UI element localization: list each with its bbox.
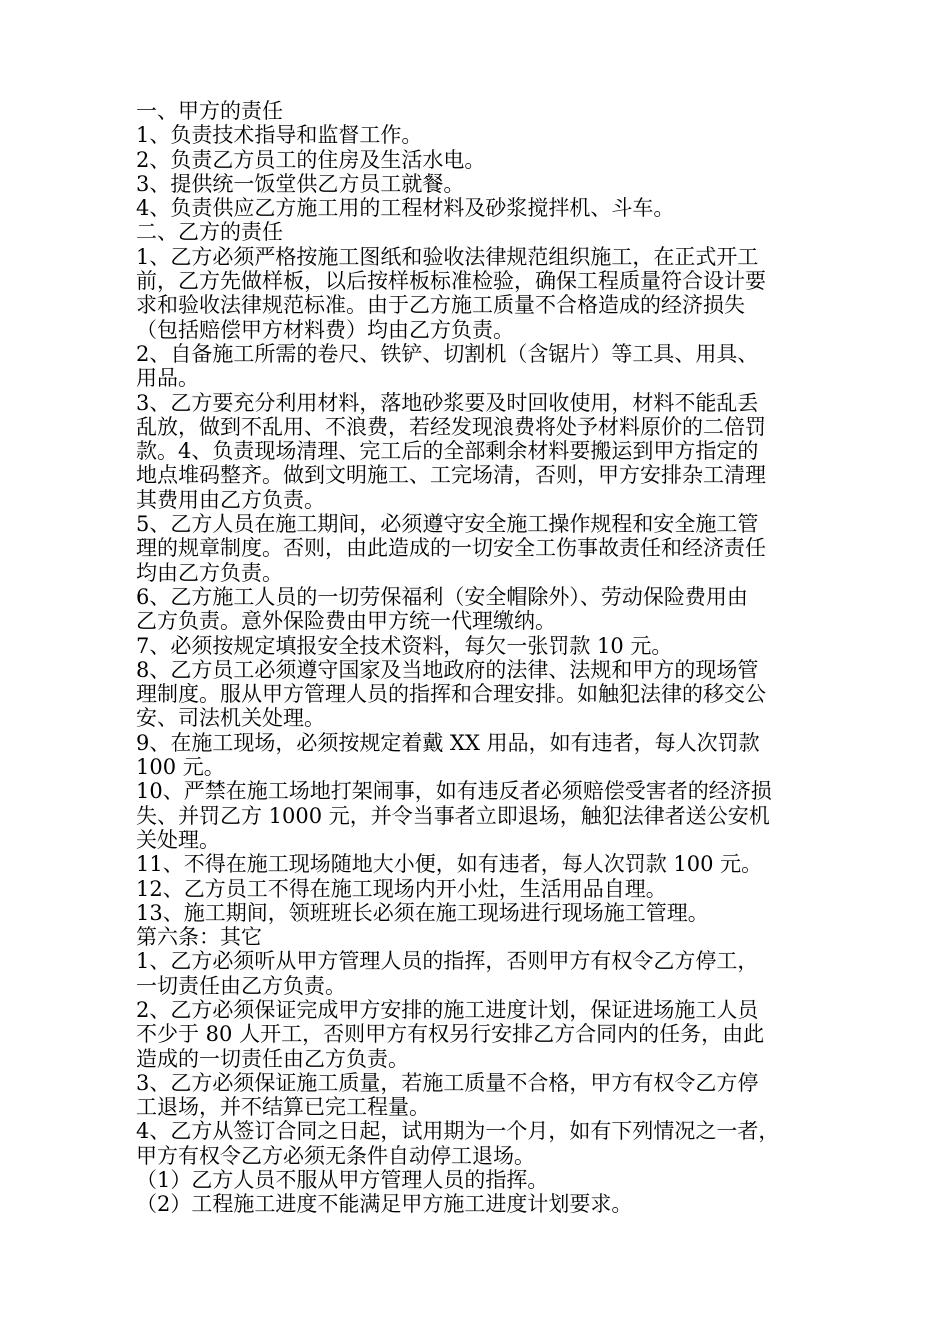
text-line: 9、在施工现场，必须按规定着戴 XX 用品，如有违者，每人次罚款: [136, 730, 760, 755]
text-line: 4、乙方从签订合同之日起，试用期为一个月，如有下列情况之一者，: [136, 1119, 780, 1144]
text-line: （1）乙方人员不服从甲方管理人员的指挥。: [136, 1168, 549, 1193]
text-line: 乱放，做到不乱用、不浪费，若经发现浪费将处予材料原价的二倍罚: [136, 414, 766, 439]
section-heading-party-a: 一、甲方的责任: [136, 99, 283, 123]
text-line: 3、乙方要充分利用材料，落地砂浆要及时回收使用，材料不能乱丢: [136, 390, 759, 415]
text-line: 5、乙方人员在施工期间，必须遵守安全施工操作规程和安全施工管: [136, 512, 759, 537]
text-line: 甲方有权令乙方必须无条件自动停工退场。: [136, 1143, 535, 1168]
text-line: 其费用由乙方负责。: [136, 487, 325, 512]
text-line: 乙方负责。意外保险费由甲方统一代理缴纳。: [136, 609, 556, 634]
text-line: 1、乙方必须严格按施工图纸和验收法律规范组织施工，在正式开工: [136, 244, 759, 269]
text-line: 13、施工期间，领班班长必须在施工现场进行现场施工管理。: [136, 900, 709, 925]
text-line: （2）工程施工进度不能满足甲方施工进度计划要求。: [136, 1192, 633, 1217]
text-line: 用品。: [136, 366, 199, 391]
text-line: 2、乙方必须保证完成甲方安排的施工进度计划，保证进场施工人员: [136, 997, 759, 1022]
text-line: 100 元。: [136, 755, 225, 780]
text-line: 工退场，并不结算已完工程量。: [136, 1095, 430, 1120]
text-line: 安、司法机关处理。: [136, 706, 325, 731]
text-line: （包括赔偿甲方材料费）均由乙方负责。: [136, 317, 514, 342]
text-line: 1、负责技术指导和监督工作。: [136, 123, 423, 148]
text-line: 求和验收法律规范标准。由于乙方施工质量不合格造成的经济损失: [136, 293, 745, 318]
text-line: 理的规章制度。否则，由此造成的一切安全工伤事故责任和经济责任: [136, 536, 766, 561]
text-line: 4、负责供应乙方施工用的工程材料及砂浆搅拌机、斗车。: [136, 196, 675, 221]
text-line: 关处理。: [136, 827, 220, 852]
text-line: 3、乙方必须保证施工质量，若施工质量不合格，甲方有权令乙方停: [136, 1070, 759, 1095]
text-line: 一切责任由乙方负责。: [136, 973, 346, 998]
text-line: 2、自备施工所需的卷尺、铁铲、切割机（含锯片）等工具、用具、: [136, 341, 759, 366]
text-line: 8、乙方员工必须遵守国家及当地政府的法律、法规和甲方的现场管: [136, 657, 759, 682]
text-line: 12、乙方员工不得在施工现场内开小灶，生活用品自理。: [136, 876, 667, 901]
text-line: 3、提供统一饭堂供乙方员工就餐。: [136, 171, 465, 196]
text-line: 6、乙方施工人员的一切劳保福利（安全帽除外）、劳动保险费用由: [136, 584, 748, 609]
text-line: 10、严禁在施工场地打架闹事，如有违反者必须赔偿受害者的经济损: [136, 779, 772, 804]
text-line: 7、必须按规定填报安全技术资料，每欠一张罚款 10 元。: [136, 633, 673, 658]
text-line: 地点堆码整齐。做到文明施工、工完场清，否则，甲方安排杂工清理: [136, 463, 766, 488]
text-line: 不少于 80 人开工，否则甲方有权另行安排乙方合同内的任务，由此: [136, 1022, 765, 1047]
text-line: 造成的一切责任由乙方负责。: [136, 1046, 409, 1071]
text-line: 款。4、负责现场清理、完工后的全部剩余材料要搬运到甲方指定的: [136, 439, 759, 464]
document-body: [136, 99, 826, 1217]
section-heading-other: 第六条：其它: [136, 925, 262, 950]
text-line: 2、负责乙方员工的住房及生活水电。: [136, 147, 486, 172]
text-line: 均由乙方负责。: [136, 560, 283, 585]
section-heading-party-b: 二、乙方的责任: [136, 220, 283, 245]
text-line: 理制度。服从甲方管理人员的指挥和合理安排。如触犯法律的移交公: [136, 682, 766, 707]
text-line: 前，乙方先做样板，以后按样板标准检验，确保工程质量符合设计要: [136, 269, 766, 294]
text-line: 11、不得在施工现场随地大小便，如有违者，每人次罚款 100 元。: [136, 852, 763, 877]
text-line: 1、乙方必须听从甲方管理人员的指挥，否则甲方有权令乙方停工，: [136, 949, 759, 974]
text-line: 失、并罚乙方 1000 元，并令当事者立即退场，触犯法律者送公安机: [136, 803, 770, 828]
